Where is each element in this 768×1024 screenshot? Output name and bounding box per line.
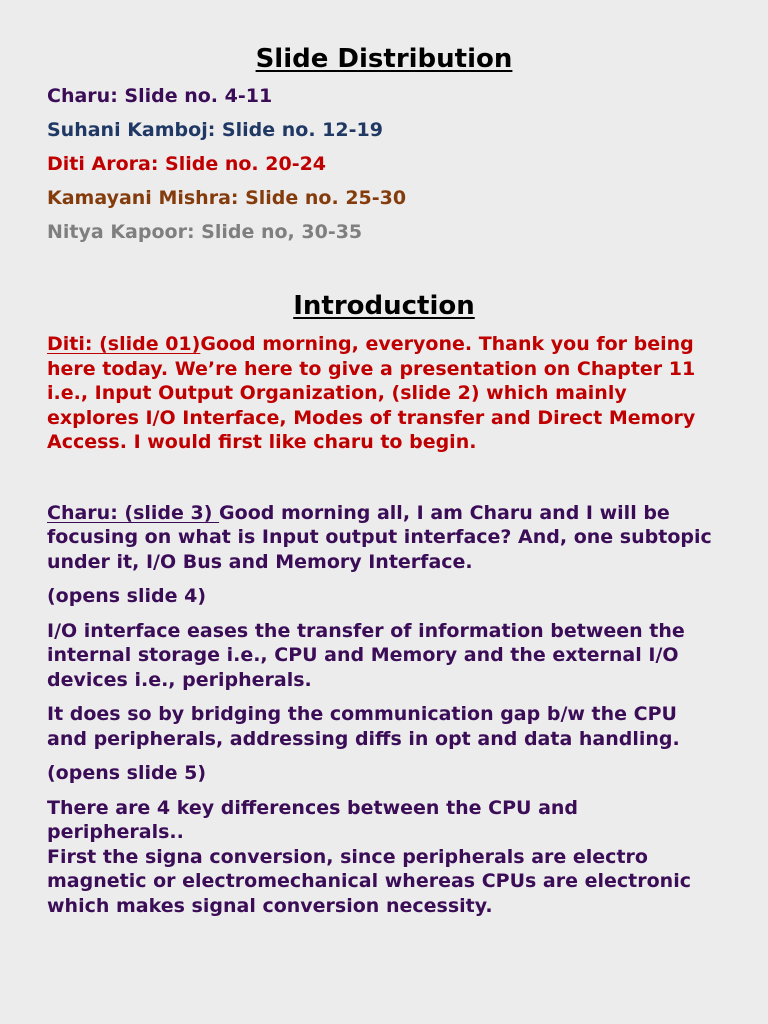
distribution-entry-charu: Charu: Slide no. 4-11 [47, 85, 273, 107]
signal-conversion-text: First the signa conversion, since peripherals are electro magnetic or electromechanical whereas CPUs are electronic which makes signal conversion necessity. [47, 845, 691, 917]
charu-speaker-label: Charu: (slide 3) [47, 501, 220, 524]
differences-intro-line: There are 4 key differences between the CPU and peripherals.. [47, 796, 579, 843]
charu-intro-paragraph [47, 501, 721, 575]
introduction-heading: Introduction [293, 291, 475, 321]
distribution-entry-diti: Diti Arora: Slide no. 20-24 [47, 153, 327, 175]
diti-intro-paragraph [47, 332, 721, 455]
charu-intro-text: Good morning all, I am Charu and I will be focusing on what is Input output interface? And, one subtopic under it, I/O Bus and Memory Interface. [47, 501, 712, 573]
diti-intro-text: Good morning, everyone. Thank you for being here today. We’re here to give a presentation on Chapter 11 i.e., Input Output Organization, (slide 2) which mainly explores I/O Interface, Modes of transfer and Direct Memory Access. I would first like charu to begin. [47, 333, 696, 453]
io-interface-paragraph: I/O interface eases the transfer of information between the internal storage i.e., CPU and Memory and the external I/O devices i.e., peripherals. [47, 619, 685, 691]
slide-distribution-heading: Slide Distribution [255, 44, 513, 74]
distribution-entry-kamayani: Kamayani Mishra: Slide no. 25-30 [47, 187, 407, 209]
bridging-paragraph: It does so by bridging the communication gap b/w the CPU and peripherals, addressing diffs in opt and data handling. [47, 703, 680, 750]
opens-slide-4-note: (opens slide 4) [47, 585, 207, 607]
diti-speaker-label: Diti: (slide 01) [47, 333, 201, 355]
slide-distribution-list [47, 84, 721, 244]
differences-paragraph [47, 796, 721, 919]
opens-slide-5-note: (opens slide 5) [47, 762, 207, 784]
distribution-entry-nitya: Nitya Kapoor: Slide no, 30-35 [47, 221, 363, 243]
distribution-entry-suhani: Suhani Kamboj: Slide no. 12-19 [47, 119, 383, 141]
